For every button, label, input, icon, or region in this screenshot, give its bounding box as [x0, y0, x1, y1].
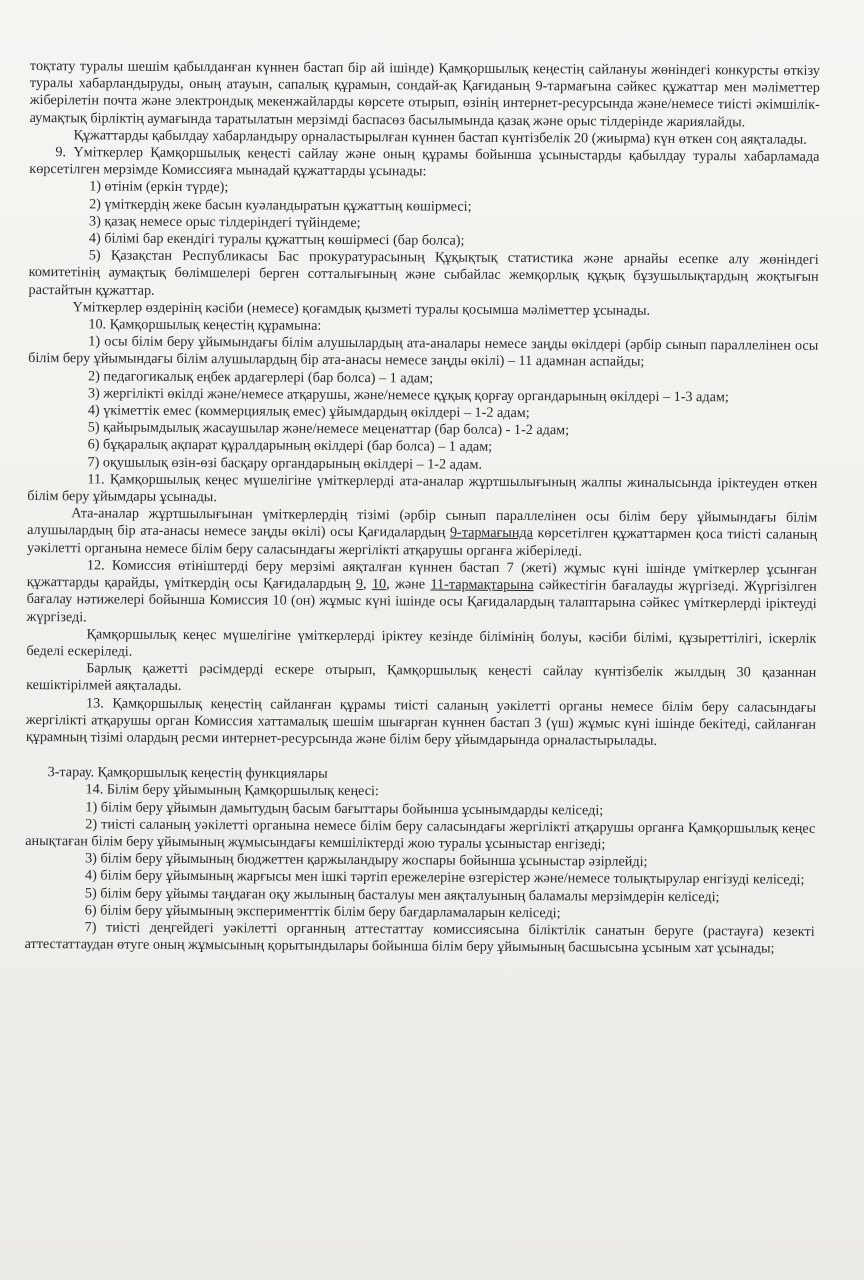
list-item-no-criminal-record: 5) Қазақстан Республикасы Бас прокуратурасының Құқықтық статистика және арнайы есепке алу жөніндегі комитетінің аумақтық бөлімшелері берген сотталығының және сыбайлас жемқорлық құқық бұзушылықтардың жоқтығын растайтын құжаттар. [28, 247, 819, 299]
list-item-student-government: 7) оқушылық өзін-өзі басқару органдарының өкілдері – 1-2 адам. [87, 454, 483, 473]
list-item-development-priorities: 1) білім беру ұйымын дамытудың басым бағыттары бойынша ұсынымдарды келіседі; [85, 798, 604, 819]
link-clause-11[interactable]: 11-тармақтарына [430, 576, 534, 594]
list-item-philanthropists: 5) қайырымдылық жасаушылар және/немесе меценаттар (бар болса) - 1-2 адам; [87, 419, 570, 439]
list-item-application: 1) өтінім (еркін түрде); [89, 178, 229, 196]
paragraph-clause-14: 14. Білім беру ұйымының Қамқоршылық кеңесі: [85, 781, 379, 800]
list-item-resume: 3) қазақ немесе орыс тілдеріндегі түйіндеме; [88, 213, 361, 231]
paragraph-clause-9: 9. Үміткерлер Қамқоршылық кеңесті сайлау және оның құрамы бойынша ұсыныстарды қабылдау туралы хабарламада көрсетілген мерзімде Комиссияға мынадай құжаттарды ұсынады: [29, 144, 820, 180]
link-clause-9-short[interactable]: 9 [355, 576, 364, 593]
list-item-ngo: 4) үкіметтік емес (коммерциялық емес) ұйымдардың өкілдері – 1-2 адам; [87, 402, 530, 422]
paragraph-selection-criteria: Қамқоршылық кеңес мүшелігіне үміткерлерді іріктеу кезінде білімінің болуы, кәсіби білімі, құзыреттілігі, іскерлік беделі ескеріледі. [26, 626, 817, 660]
list-item-academic-year: 5) білім беру ұйымы таңдаған оқу жылының басталуы мен аяқталуының баламалы мерзімдерін келіседі; [84, 884, 720, 905]
document-body [25, 58, 820, 958]
paragraph-clause-12 [27, 557, 817, 631]
list-item-charter-changes: 4) білім беру ұйымының жарғысы мен ішкі тәртіп ережелеріне өзгерістер және/немесе толықтырулар енгізуді келіседі; [84, 867, 805, 889]
candidate-list-text-a: Ата-аналар жұртшылығынан үміткерлердің тізімі (әрбір сынып параллелінен осы білім беру ұйымындағы білім алушылардың бір ата-анасы немесе заңды өкілі) осы Қағидалардың [27, 505, 818, 542]
link-clause-9[interactable]: 9-тармағында [449, 525, 534, 542]
paragraph-additional-info: Үміткерлер өздерінің кәсіби (немесе) қоғамдық қызметі туралы қосымша мәліметтер ұсынады. [72, 299, 651, 319]
list-item-shortcomings: 2) тиісті саланың уәкілетті органына немесе білім беру саласындағы жергілікті атқарушы органға Қамқоршылық кеңес анықтаған білім беру ұйымының жұмысындағы кемшіліктерді жою туралы ұсыныстар енгізеді; [25, 816, 816, 853]
paragraph-clause-11: 11. Қамқоршылық кеңес мүшелігіне үміткерлерді ата-аналар жұртшылығының жалпы жиналысында іріктеуден өткен білім беру ұйымдары ұсынады. [27, 471, 818, 506]
list-item-media: 6) бұқаралық ақпарат құралдарының өкілдері (бар болса) – 1 адам; [87, 436, 493, 456]
clause-12-text-a: 12. Комиссия өтініштерді беру мерзімі аяқталған күннен бастап 7 (жеті) жұмыс күні ішінде үміткерлер ұсынған құжаттарды қарайды, үміткердің осы Қағидалардың [26, 557, 817, 593]
list-item-budget: 3) білім беру ұйымының бюджеттен қаржыландыру жоспары бойынша ұсыныстар әзірлейді; [85, 850, 648, 870]
list-item-id-copy: 2) үміткердің жеке басын куәландыратын құжаттың көшірмесі; [89, 195, 472, 215]
link-clause-10[interactable]: 10 [371, 576, 387, 593]
list-item-parents: 1) осы білім беру ұйымындағы білім алушылардың ата-аналары немесе заңды өкілдері (әрбір сынып параллелінен осы білім беру ұйымындағы білім алушылардың бір ата-анасы немесе заңды өкілі) – 11 адамнан аспайды; [28, 333, 819, 371]
list-item-veterans: 2) педагогикалық еңбек ардагерлері (бар болса) – 1 адам; [88, 368, 434, 387]
section-heading-chapter-3: 3-тарау. Қамқоршылық кеңестің функциялары [47, 764, 328, 782]
list-item-experimental-programs: 6) білім беру ұйымының эксперименттік білім беру бағдарламаларын келіседі; [84, 902, 561, 922]
paragraph-acceptance-period: Құжаттарды қабылдау хабарландыру орналастырылған күннен бастап күнтізбелік 20 (жиырма) күн өткен соң аяқталады. [73, 127, 807, 148]
paragraph-candidate-list [27, 505, 817, 561]
list-item-local-authorities: 3) жергілікті өкілді және/немесе атқарушы, және/немесе құқық қорғау органдарының өкілдері – 1-3 адам; [87, 385, 729, 406]
clause-12-separator-2: , және [386, 576, 431, 593]
paragraph-clause-10: 10. Қамқоршылық кеңестің құрамына: [88, 316, 322, 334]
clause-12-text-b: сәйкестігін бағалауды жүргізеді. Жүргізілген бағалау нәтижелері бойынша Комиссия 10 (он) жұмыс күні ішінде осы Қағидалардың талаптарына сәйкес үміткерлерді іріктеуді жүргізеді. [26, 577, 817, 625]
list-item-education-copy: 4) білімі бар екендігі туралы құжаттың көшірмесі (бар болса); [88, 230, 465, 249]
paragraph-election-deadline: Барлық қажетті рәсімдерді ескере отырып, Қамқоршылық кеңесті сайлау күнтізбелік жылдың 30 қазаннан кешіктірілмей аяқталады. [26, 660, 817, 695]
list-item-attestation-letter: 7) тиісті деңгейдегі уәкілетті органның аттестаттау комиссиясына біліктілік санатын беруге (растауға) кезекті аттестаттаудан өтуге оның жұмысының қорытындылары бойынша білім беру ұйымының басшысына ұсыным хат ұсынады; [24, 919, 815, 957]
clause-12-separator-1: , [362, 576, 373, 593]
candidate-list-text-b: көрсетілген құжаттармен қоса тиісті саланың уәкілетті органына немесе білім беру саласындағы жергілікті атқарушы органға жіберіледі. [26, 525, 818, 560]
paragraph-announcement: тоқтату туралы шешім қабылданған күннен бастап бір ай ішінде) Қамқоршылық кеңестің сайлануы жөніндегі конкурсты өткізу туралы хабарландыруды, оның атауын, сапалық құрамын, сондай-ақ Қағиданың 9-тармағына сәйкес құжаттар мен мәліметтер жіберілетін почта және электрондық мекенжайларды көрсете отырып, өзінің интернет-ресурсында және/немесе тиісті әкімшілік-аумақтық бірліктің аумағында таратылатын мерзімді баспасөз басылымында қазақ және орыс тілдерінде жариялайды. [29, 58, 820, 130]
paragraph-clause-13: 13. Қамқоршылық кеңестің сайланған құрамы тиісті саланың уәкілетті органы немесе білім беру саласындағы жергілікті атқарушы орган Комиссия хаттамалық шешім шығарған күннен бастап 3 (үш) жұмыс күні ішінде бекітеді, сайланған құрамның тізімі олардың ресми интернет-ресурсында және білім беру ұйымдарында орналастырылады. [25, 694, 817, 749]
